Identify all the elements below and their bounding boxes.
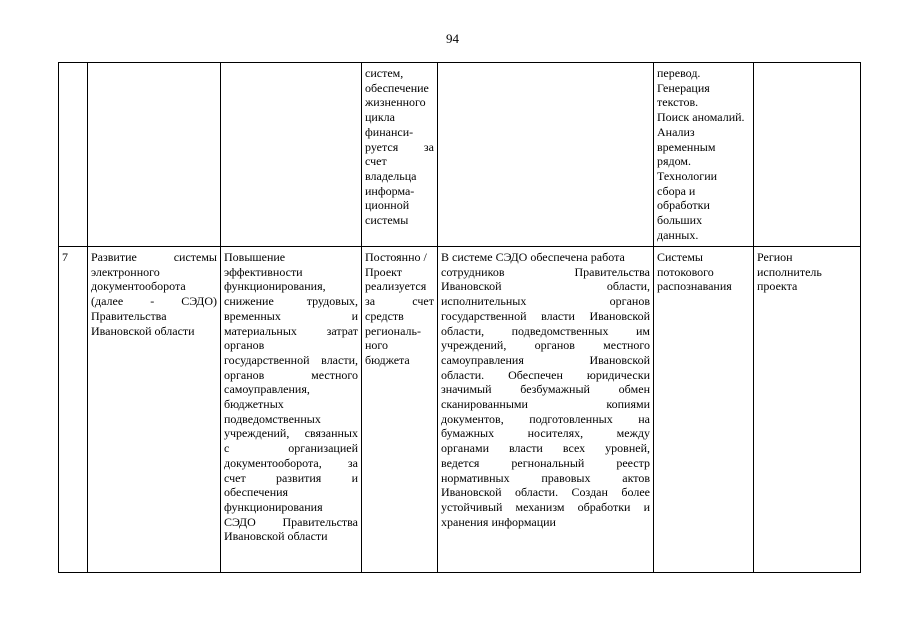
- text-line: владельца: [365, 168, 417, 183]
- text-line: больших: [657, 213, 703, 228]
- text-line: Ивановской области: [224, 529, 328, 544]
- text-line: счет: [365, 154, 387, 169]
- text-line: функционирования,: [224, 279, 326, 294]
- text-line: исполнительных органов: [441, 294, 650, 309]
- text-line: ного: [365, 338, 389, 353]
- text-line: Технологии: [657, 168, 718, 183]
- text-line: информа-: [365, 183, 415, 198]
- text-line: ционной: [365, 198, 410, 213]
- text-line: временным: [657, 139, 716, 154]
- text-line: Ивановской области,: [441, 279, 650, 294]
- cell-organization: [754, 63, 861, 247]
- text-line: снижение трудовых,: [224, 294, 358, 309]
- cell-measure-name: [88, 247, 221, 573]
- text-line: В системе СЭДО обеспечена работа: [441, 250, 625, 264]
- text-line: государственной власти Ивановской: [441, 308, 650, 323]
- text-line: ведется регнональный реестр: [441, 455, 650, 470]
- text-line: обработки: [657, 198, 710, 213]
- cell-timing: [362, 247, 438, 573]
- text-line: подведомственных: [224, 411, 321, 426]
- text-line: системы: [365, 213, 409, 228]
- text-line: Регион: [757, 250, 793, 264]
- table-row: [59, 247, 861, 573]
- text-line: сотрудников Правительства: [441, 264, 650, 279]
- text-line: бюджета: [365, 352, 410, 367]
- text-line: Повышение: [224, 250, 286, 264]
- text-line: руется за: [365, 139, 434, 154]
- text-line: сбора и: [657, 183, 696, 198]
- text-line: органов местного: [224, 367, 358, 382]
- text-line: распознавания: [657, 279, 732, 294]
- text-line: документов, подготовленных на: [441, 411, 650, 426]
- text-line: бумажных носителях, между: [441, 426, 650, 441]
- text-line: устойчивый механизм обработки и: [441, 499, 650, 514]
- cell-goal: [221, 63, 362, 247]
- text-line: потокового: [657, 264, 714, 279]
- text-line: Проект: [365, 264, 403, 279]
- table-row: [59, 63, 861, 247]
- text-line: (далее - СЭДО): [91, 294, 217, 309]
- text-line: рядом.: [657, 154, 691, 169]
- text-line: Ивановской области. Создан более: [441, 485, 650, 500]
- text-line: Правительства: [91, 308, 167, 323]
- text-line: области, подведомственных им: [441, 323, 650, 338]
- text-line: органами власти всех уровней,: [441, 441, 650, 456]
- text-line: с организацией: [224, 441, 358, 456]
- text-line: документооборота: [91, 279, 186, 294]
- text-line: нормативных правовых актов: [441, 470, 650, 485]
- text-line: самоуправления Ивановской: [441, 352, 650, 367]
- text-line: средств: [365, 308, 404, 323]
- text-line: государственной власти,: [224, 352, 358, 367]
- text-line: электронного: [91, 264, 160, 279]
- text-line: региональ-: [365, 323, 421, 338]
- text-line: временных и: [224, 308, 358, 323]
- text-line: органов: [224, 338, 265, 353]
- text-line: перевод.: [657, 66, 701, 80]
- cell-organization: [754, 247, 861, 573]
- text-line: сканированными копиями: [441, 397, 650, 412]
- cell-timing: [362, 63, 438, 247]
- text-line: Развитие системы: [91, 250, 217, 264]
- text-line: исполнитель: [757, 264, 822, 279]
- measures-table: [58, 62, 861, 573]
- text-line: счет развития и: [224, 470, 358, 485]
- text-line: данных.: [657, 227, 699, 242]
- text-line: Системы: [657, 250, 703, 264]
- cell-technologies: [654, 63, 754, 247]
- text-line: обеспечения: [224, 485, 289, 500]
- text-line: учреждений, связанных: [224, 426, 358, 441]
- text-line: функционирования: [224, 499, 323, 514]
- text-line: СЭДО Правительства: [224, 514, 358, 529]
- text-line: Ивановской области: [91, 323, 195, 338]
- text-line: Генерация: [657, 80, 710, 95]
- text-line: документооборота, за: [224, 455, 358, 470]
- text-line: материальных затрат: [224, 323, 358, 338]
- text-line: Поиск аномалий.: [657, 110, 745, 125]
- page-number: 94: [446, 31, 459, 46]
- text-line: области. Обеспечен юридически: [441, 367, 650, 382]
- text-line: проекта: [757, 279, 798, 294]
- text-line: финанси-: [365, 124, 414, 139]
- text-line: текстов.: [657, 95, 699, 110]
- text-line: самоуправления,: [224, 382, 310, 397]
- cell-number: 7: [59, 247, 88, 573]
- text-line: хранения информации: [441, 514, 556, 529]
- text-line: за счет: [365, 294, 434, 309]
- text-line: значимый безбумажный обмен: [441, 382, 650, 397]
- text-line: обеспечение: [365, 80, 429, 95]
- text-line: бюджетных: [224, 397, 284, 412]
- cell-result: [438, 247, 654, 573]
- text-line: учреждений, органов местного: [441, 338, 650, 353]
- cell-technologies: [654, 247, 754, 573]
- cell-result: [438, 63, 654, 247]
- cell-goal: [221, 247, 362, 573]
- text-line: систем,: [365, 66, 404, 80]
- text-line: цикла: [365, 110, 395, 125]
- text-line: Анализ: [657, 124, 695, 139]
- cell-number: [59, 63, 88, 247]
- text-line: реализуется: [365, 279, 427, 294]
- text-line: жизненного: [365, 95, 426, 110]
- cell-measure-name: [88, 63, 221, 247]
- text-line: эффективности: [224, 264, 303, 279]
- text-line: Постоянно /: [365, 250, 427, 264]
